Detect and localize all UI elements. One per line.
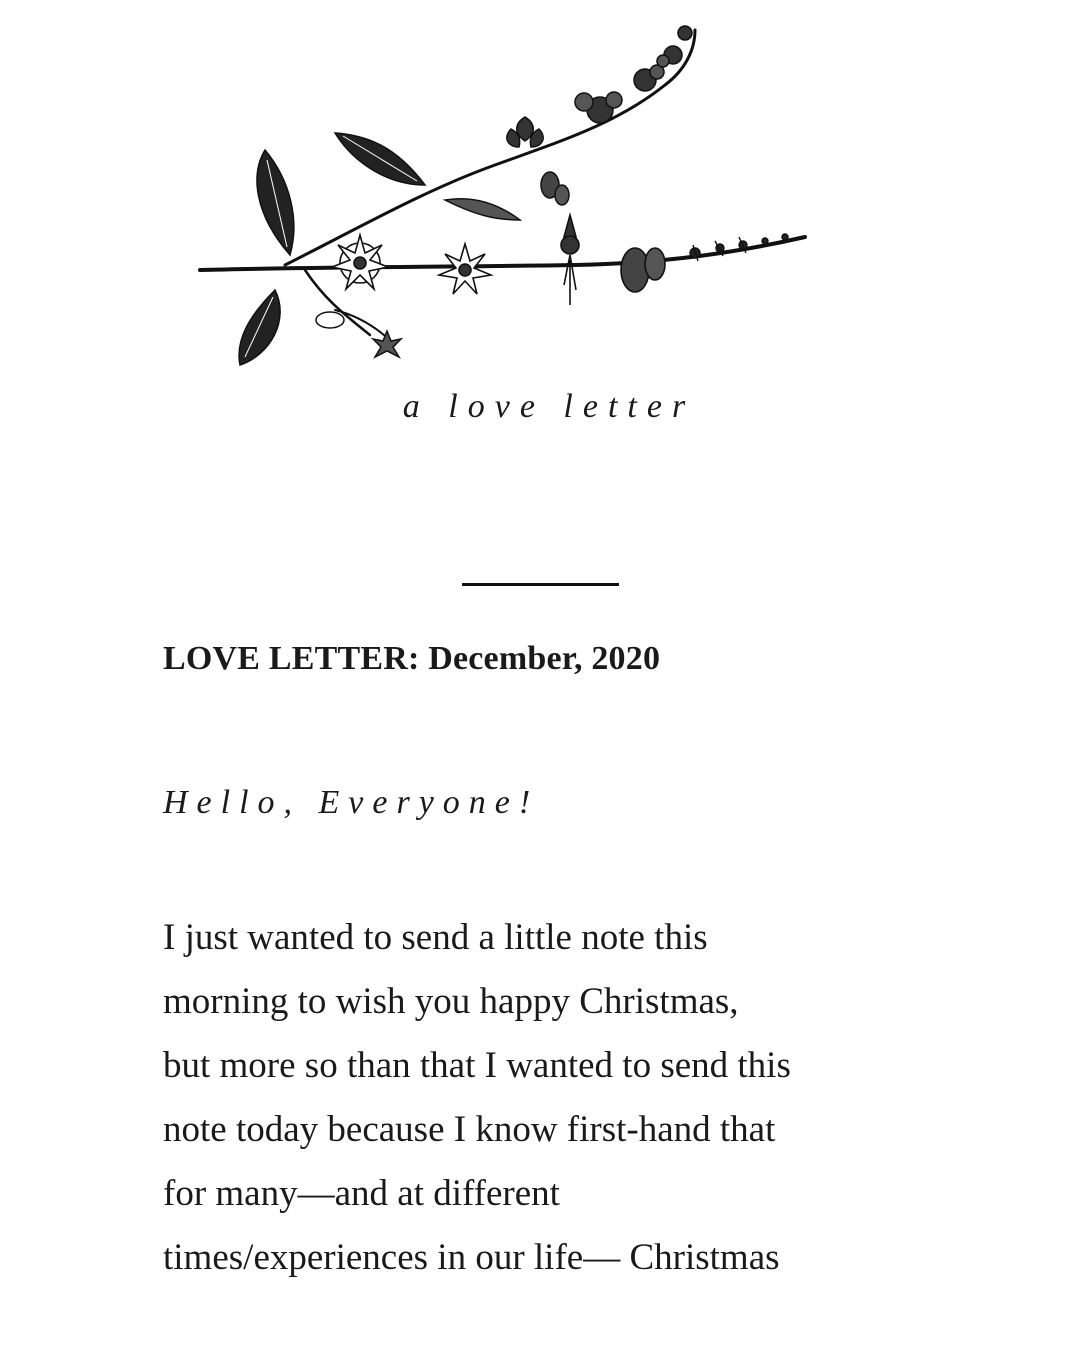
tagline: a love letter — [402, 388, 696, 425]
letter-body — [163, 906, 943, 1290]
botanical-sprig-illustration — [195, 15, 815, 390]
body-line: but more so than that I wanted to send this — [163, 1045, 791, 1086]
body-line: I just wanted to send a little note this — [163, 917, 708, 958]
section-divider — [462, 583, 619, 586]
letter-heading: LOVE LETTER: December, 2020 — [163, 640, 661, 677]
body-line: morning to wish you happy Christmas, — [163, 981, 739, 1022]
body-line: for many—and at different — [163, 1173, 560, 1214]
greeting: Hello, Everyone! — [163, 784, 540, 821]
body-line: times/experiences in our life— Christmas — [163, 1237, 780, 1278]
body-line: note today because I know first-hand that — [163, 1109, 776, 1150]
